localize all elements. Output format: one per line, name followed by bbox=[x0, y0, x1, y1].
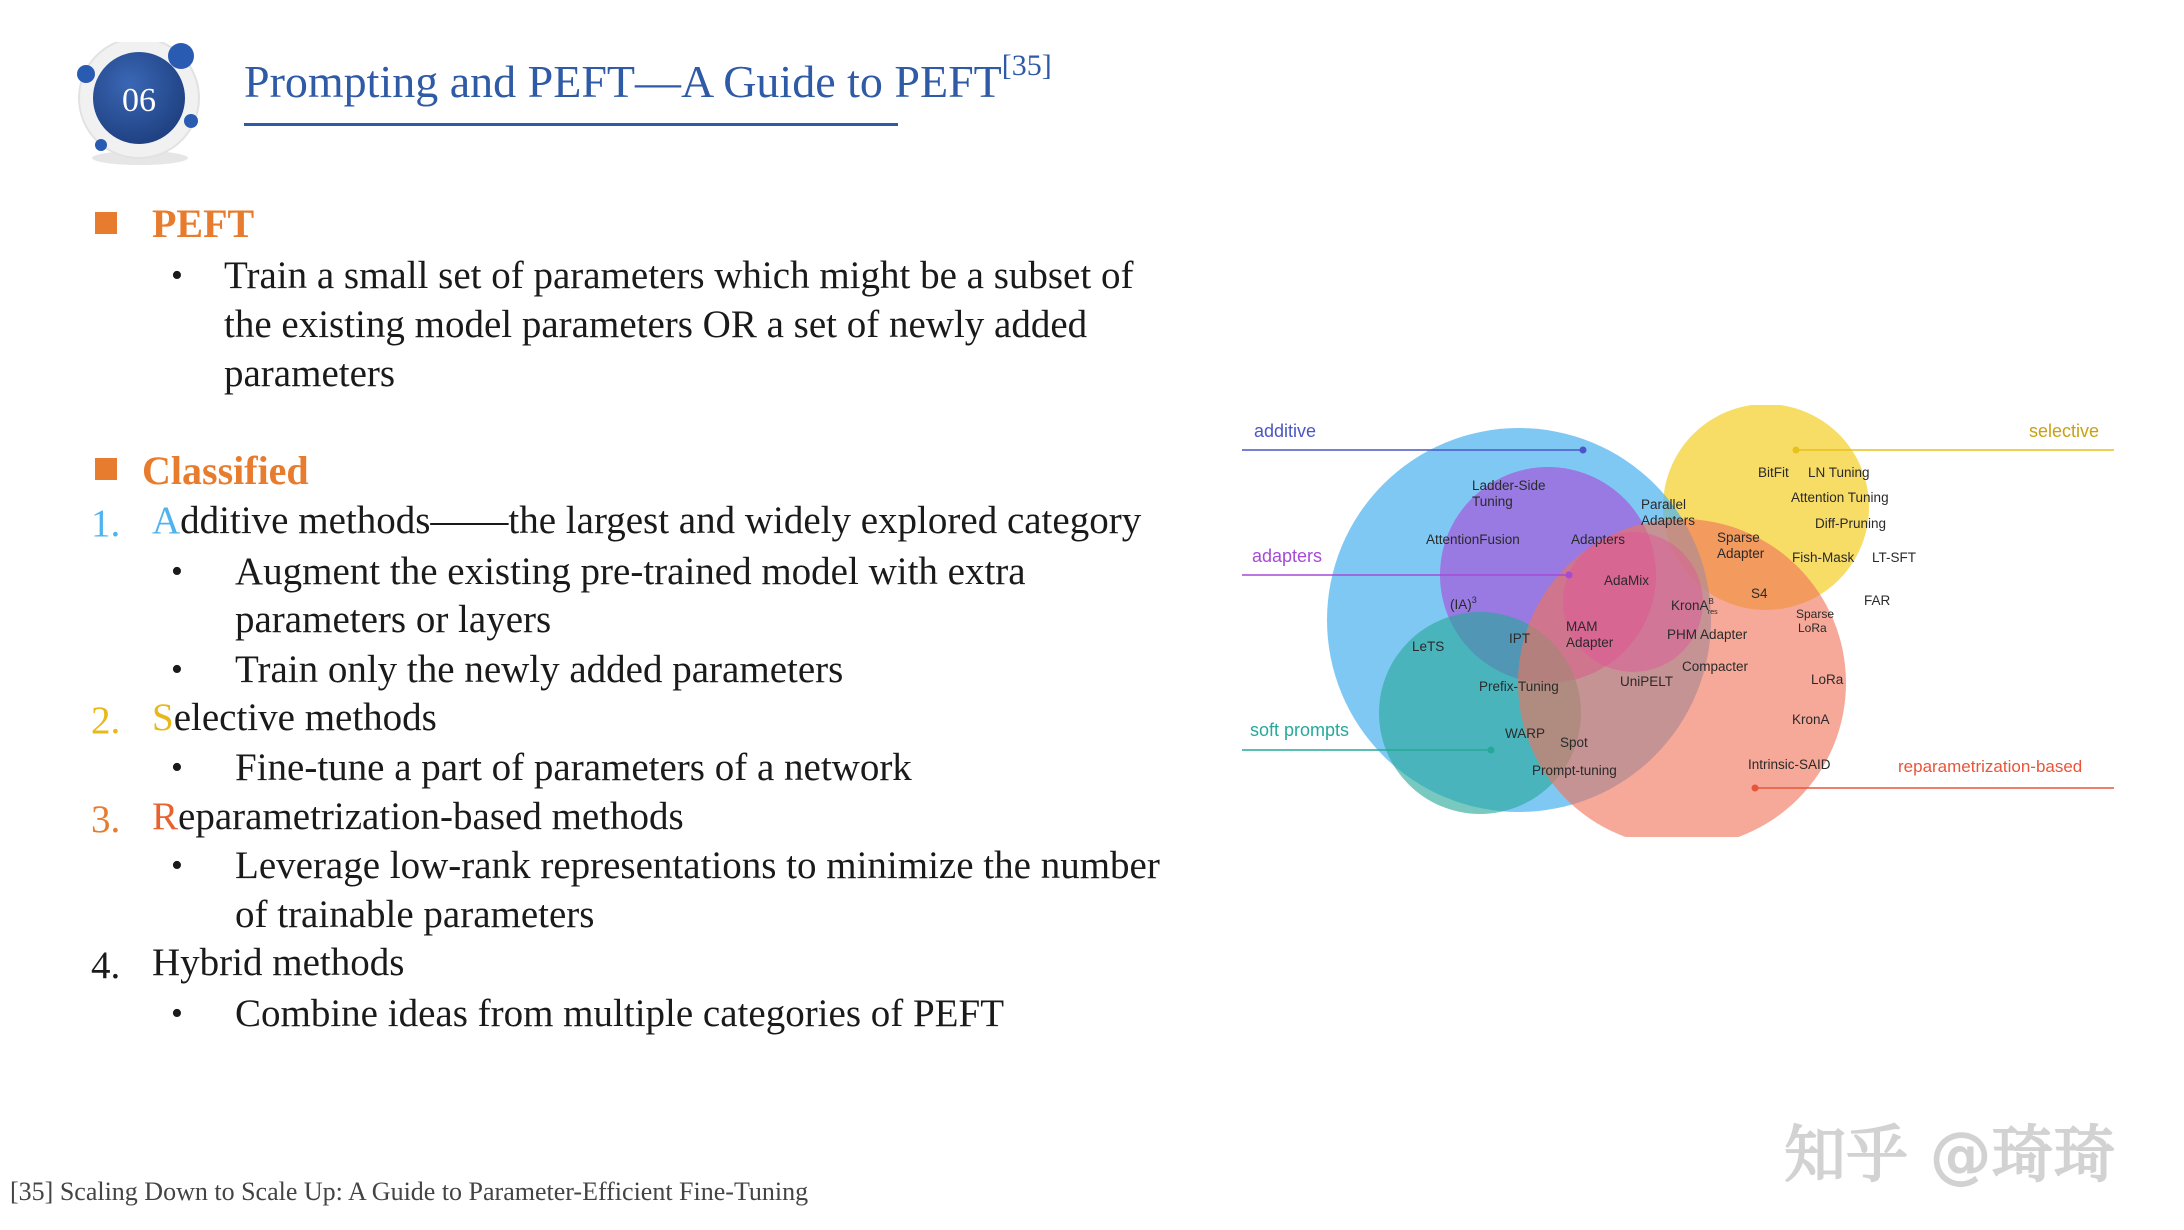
method-attention-tuning: Attention Tuning bbox=[1791, 490, 1889, 505]
list-number: 4. bbox=[91, 944, 121, 987]
peft-text-line: Train a small set of parameters which might be a subset of bbox=[224, 254, 1134, 297]
method-initial: S bbox=[152, 696, 174, 739]
method-mam-adapter: MAM bbox=[1566, 619, 1598, 634]
method-diff-pruning: Diff-Pruning bbox=[1815, 516, 1887, 531]
section-marker bbox=[95, 212, 117, 234]
label-reparametrization: reparametrization-based bbox=[1898, 757, 2083, 776]
method-lt-sft: LT-SFT bbox=[1872, 550, 1917, 565]
method-text: dditive methods——the largest and widely explored category bbox=[180, 499, 1142, 542]
method-adapters: Adapters bbox=[1571, 532, 1626, 547]
bullet-text: Augment the existing pre-trained model with extra bbox=[235, 550, 1026, 593]
method-bitfit: BitFit bbox=[1758, 465, 1789, 480]
method-lets: LeTS bbox=[1412, 639, 1445, 654]
method-far: FAR bbox=[1864, 593, 1891, 608]
method-fish-mask: Fish-Mask bbox=[1792, 550, 1855, 565]
method-hybrid: Hybrid methods bbox=[152, 941, 405, 984]
method-ladder: Tuning bbox=[1472, 494, 1513, 509]
method-initial: R bbox=[152, 795, 179, 838]
list-number: 3. bbox=[91, 798, 121, 841]
bullet-icon: • bbox=[171, 749, 183, 786]
bullet-icon: • bbox=[171, 651, 183, 688]
bullet-text: parameters or layers bbox=[235, 598, 552, 641]
method-ipt: IPT bbox=[1509, 631, 1531, 646]
peft-taxonomy-diagram bbox=[1236, 405, 2120, 837]
method-reparametrization bbox=[152, 797, 684, 836]
list-number: 2. bbox=[91, 699, 121, 742]
method-s4: S4 bbox=[1751, 586, 1768, 601]
title-underline bbox=[244, 123, 898, 126]
bullet-text: Fine-tune a part of parameters of a network bbox=[235, 746, 912, 789]
method-prefix-tuning: Prefix-Tuning bbox=[1479, 679, 1559, 694]
method-prompt-tuning: Prompt-tuning bbox=[1532, 763, 1617, 778]
method-text: elective methods bbox=[173, 696, 437, 739]
bullet-text: Train only the newly added parameters bbox=[235, 648, 844, 691]
method-selective bbox=[152, 698, 437, 737]
method-parallel-adapters: Parallel bbox=[1641, 497, 1687, 512]
method-krona-b: KronA$^B$ res bbox=[1671, 597, 1718, 616]
method-sparse-adapter: Sparse bbox=[1717, 530, 1760, 545]
method-compacter: Compacter bbox=[1682, 659, 1749, 674]
badge-number: 06 bbox=[122, 82, 156, 119]
method-sparse-lora: Sparse bbox=[1796, 607, 1835, 621]
method-parallel-adapters: Adapters bbox=[1641, 513, 1696, 528]
method-ln-tuning: LN Tuning bbox=[1808, 465, 1870, 480]
peft-heading: PEFT bbox=[152, 201, 255, 246]
title-text: Prompting and PEFT—A Guide to PEFT bbox=[244, 56, 1002, 107]
bullet-icon: • bbox=[171, 553, 183, 590]
bullet-text: Combine ideas from multiple categories of PEFT bbox=[235, 992, 1005, 1035]
classified-heading: Classified bbox=[142, 448, 309, 493]
watermark: 知乎 @琦琦 bbox=[1784, 1118, 2116, 1191]
bullet-text: Leverage low-rank representations to minimize the number bbox=[235, 844, 1160, 887]
method-phm-adapter: PHM Adapter bbox=[1667, 627, 1748, 642]
method-intrinsic-said: Intrinsic-SAID bbox=[1748, 757, 1831, 772]
section-badge bbox=[68, 42, 218, 172]
section-marker bbox=[95, 458, 117, 480]
label-adapters: adapters bbox=[1252, 546, 1323, 566]
method-spot: Spot bbox=[1560, 735, 1588, 750]
method-unipelt: UniPELT bbox=[1620, 674, 1674, 689]
citation: [35] Scaling Down to Scale Up: A Guide to Parameter-Efficient Fine-Tuning bbox=[10, 1177, 809, 1206]
label-additive: additive bbox=[1254, 421, 1317, 441]
method-ia3: (IA)$^3$ bbox=[1450, 595, 1477, 612]
bullet-icon: • bbox=[171, 995, 183, 1032]
method-sparse-lora: LoRa bbox=[1798, 621, 1827, 635]
method-krona: KronA bbox=[1792, 712, 1830, 727]
method-warp: WARP bbox=[1505, 726, 1545, 741]
method-attentionfusion: AttentionFusion bbox=[1426, 532, 1520, 547]
bullet-icon: • bbox=[171, 257, 183, 294]
bullet-text: of trainable parameters bbox=[235, 893, 595, 936]
method-additive bbox=[152, 501, 1141, 540]
label-soft-prompts: soft prompts bbox=[1250, 720, 1350, 740]
method-mam-adapter: Adapter bbox=[1566, 635, 1614, 650]
peft-text-line: the existing model parameters OR a set of newly added bbox=[224, 303, 1088, 346]
peft-text-line: parameters bbox=[224, 352, 396, 395]
method-lora: LoRa bbox=[1811, 672, 1844, 687]
bullet-icon: • bbox=[171, 847, 183, 884]
title-reference: [35] bbox=[1001, 49, 1052, 82]
page-title bbox=[244, 49, 1052, 108]
label-selective: selective bbox=[2029, 421, 2100, 441]
method-initial: A bbox=[152, 499, 181, 542]
list-number: 1. bbox=[91, 502, 121, 545]
method-sparse-adapter: Adapter bbox=[1717, 546, 1765, 561]
method-adamix: AdaMix bbox=[1604, 573, 1650, 588]
method-ladder: Ladder-Side bbox=[1472, 478, 1546, 493]
method-text: eparametrization-based methods bbox=[178, 795, 684, 838]
